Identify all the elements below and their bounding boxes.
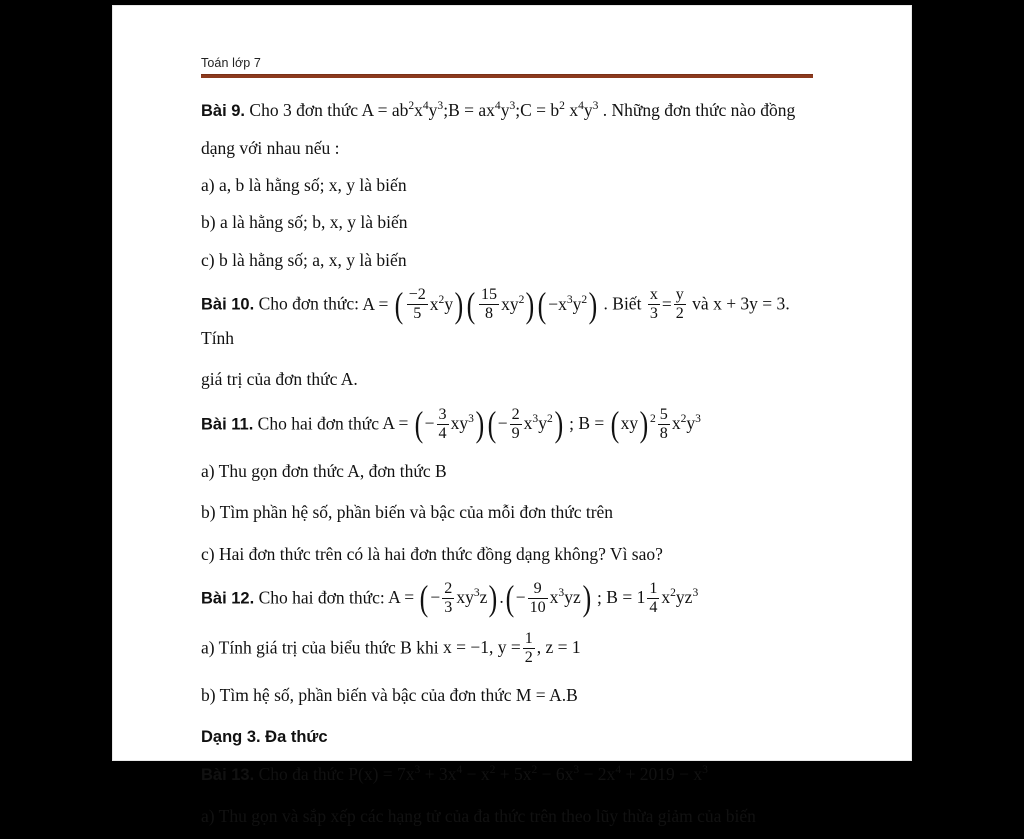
exercise-9-line2: dạng với nhau nếu : (201, 137, 340, 158)
exercise-12-option-a-text: a) Tính giá trị của biểu thức B khi (201, 637, 439, 658)
poly-sup-1: 3 (414, 764, 421, 777)
expr-a-x: x (414, 100, 423, 120)
exercise-9-option-c: c) b là hằng số; a, x, y là biến (201, 249, 407, 270)
b-var-sup: 2 (680, 413, 687, 426)
expr-b-rhs: ax (478, 100, 495, 120)
exercise-12-separator: ; (597, 587, 602, 608)
a-f1-sign: − (424, 413, 435, 434)
b12-var2: yz (675, 587, 693, 608)
exercise-13-statement (201, 760, 821, 789)
exercise-12-expr-a: A = (− $\frac{2}{3}$ $xy^3z).(-$ $\frac{9}{10}$ $x^3yz$) (388, 578, 591, 619)
exercise-13-polynomial (348, 764, 708, 784)
poly-term-3: + 5x (495, 764, 532, 784)
expr-sep-2: ; (515, 100, 521, 120)
option-a-x-value: x = −1, y = (442, 637, 521, 658)
poly-term-4: − 6x (537, 764, 574, 784)
exercise-13-text-before: Cho đa thức (258, 764, 344, 784)
poly-sup-6: 4 (615, 764, 622, 777)
exercise-11-option-b: b) Tìm phần hệ số, phần biến và bậc của mỗi đơn thức trên (201, 502, 614, 523)
exercise-10-label: Bài 10. (201, 295, 255, 314)
exercise-9-label: Bài 9. (201, 102, 246, 120)
a-f1-var: xy (450, 413, 469, 434)
exercise-12-text-before: Cho hai đơn thức: (258, 587, 385, 608)
fraction-3-4: $\frac{3}{4}$ (438, 405, 447, 442)
fraction-y-2: $\frac{y}{2}$ (675, 286, 684, 323)
a-f1-var-sup: 3 (468, 413, 474, 426)
exercise-12-expr-b (606, 579, 699, 616)
b-paren-var: xy (620, 413, 639, 434)
exercise-10-line2: giá trị của đơn thức A. (201, 369, 358, 390)
eq-lhs-10: A = (362, 293, 389, 314)
expr-a-ysup: 3 (437, 100, 444, 113)
poly-sup-4: 2 (531, 764, 538, 777)
b-integer-part: 1 (636, 587, 646, 608)
fraction-15-8: $\frac{15}{8}$ (480, 286, 498, 323)
fraction-1-4: $\frac{1}{4}$ (649, 579, 658, 616)
expr-a-rhs: ab (391, 100, 409, 120)
c-f1-var: xy (456, 587, 474, 608)
a-f2-var-sup: 3 (532, 413, 539, 426)
poly-sup-5: 3 (573, 764, 580, 777)
expr-b-ysup: 3 (509, 100, 516, 113)
c-f2-var: x (549, 587, 559, 608)
b-var: x (671, 413, 681, 434)
eq-b-11: B = (578, 413, 605, 434)
exercise-10-text-and: và (692, 293, 709, 314)
exercise-12-label: Bài 12. (201, 589, 255, 608)
poly-term-1: + 3x (420, 764, 457, 784)
exercise-11-separator: ; (569, 413, 574, 434)
exercise-10-text-before: Cho đơn thức: (258, 293, 359, 314)
c-f2-sign: − (515, 587, 526, 608)
fraction-2-9: $\frac{2}{9}$ (511, 405, 520, 442)
page-content (201, 56, 821, 839)
fraction-x-3: $\frac{x}{3}$ (649, 286, 658, 323)
exercise-9-text-after: . Những đơn thức nào đồng (602, 100, 796, 120)
expr-c-b: b (550, 100, 560, 120)
exercise-12-statement (201, 578, 821, 619)
f2-var-sup: 2 (518, 293, 525, 306)
exercise-11-label: Bài 11. (201, 415, 254, 434)
fraction-1-2: $\frac{1}{2}$ (524, 629, 533, 666)
fraction-9-10: $\frac{9}{10}$ (529, 579, 546, 616)
f3-var-sup: 2 (581, 293, 588, 306)
exercise-12-option-a-values (442, 629, 581, 666)
poly-head: P(x) = 7x (348, 764, 415, 784)
b-paren-sup: 2 (650, 413, 656, 426)
eq-a-12: A = (388, 587, 415, 608)
expr-c-y: y (583, 100, 593, 120)
exercise-12-option-a (201, 631, 821, 668)
poly-sup-2: 4 (456, 764, 463, 777)
f3-var: y (572, 293, 582, 314)
expr-c-x: x (569, 100, 579, 120)
expr-c-bsup: 2 (559, 100, 565, 113)
exercise-11-option-c: c) Hai đơn thức trên có là hai đơn thức đồng dạng không? Vì sao? (201, 543, 663, 564)
section-heading-label: Dạng 3. Đa thức (201, 728, 328, 747)
expr-a-sup1: 2 (408, 100, 415, 113)
f3-term: −x (548, 293, 567, 314)
exercise-10-condition: x + 3y = 3 (713, 293, 786, 314)
fraction-neg2-5: $\frac{-2}{5}$ (408, 286, 426, 323)
expr-a-xsup: 4 (422, 100, 429, 113)
exercise-9-statement (201, 96, 821, 125)
poly-term-6: + 2019 − x (621, 764, 703, 784)
b12-var2-sup: 3 (692, 587, 699, 600)
eq-b-12: B = (606, 587, 633, 608)
exercise-10-text-end: . Tính (201, 293, 790, 349)
f1-var2: y (444, 293, 454, 314)
exercise-10-text-mid: . Biết (603, 293, 642, 314)
exercise-9-option-b: b) a là hằng số; b, x, y là biến (201, 212, 408, 233)
expr-a-y: y (428, 100, 438, 120)
document-page (113, 6, 911, 826)
exercise-13-option-a: a) Thu gọn và sắp xếp các hạng tử của đa thức trên theo lũy thừa giảm của biến (201, 805, 756, 826)
c-f2-var2: yz (564, 587, 581, 608)
expr-sep-1: ; (443, 100, 449, 120)
c-f1-sign: − (430, 587, 441, 608)
exercise-9-text-before: Cho 3 đơn thức (249, 100, 359, 120)
option-a-z-value: , z = 1 (536, 637, 581, 658)
poly-sup-3: 2 (489, 764, 496, 777)
a-f2-var2: y (538, 413, 547, 434)
section-heading-dang-3 (201, 722, 821, 751)
poly-sup-7: 3 (702, 764, 708, 777)
poly-term-2: − x (462, 764, 490, 784)
exercise-10-ratio (646, 286, 688, 323)
expr-c-lhs: C (520, 100, 532, 120)
expr-b-xsup: 4 (494, 100, 501, 113)
exercise-11-statement (201, 404, 821, 445)
expr-c-ysup: 3 (592, 100, 599, 113)
c-f1-var2: z (479, 587, 488, 608)
exercise-11-option-a: a) Thu gọn đơn thức A, đơn thức B (201, 460, 447, 481)
document-header: Toán lớp 7 (201, 56, 261, 70)
f2-var: xy (501, 293, 519, 314)
fraction-5-8: $\frac{5}{8}$ (659, 405, 668, 442)
expr-b-y: y (500, 100, 510, 120)
exercise-9-expr-a: $A = ab^2x^4y^3;B$ = $ax^4y^3;C = b^2$ $x^4y^3$ (361, 100, 599, 120)
c-f2-var-sup: 3 (558, 587, 565, 600)
exercise-11-text-before: Cho hai đơn thức (257, 413, 379, 434)
a-f2-var: x (523, 413, 533, 434)
f1-var: x (429, 293, 439, 314)
c-f1-var-sup: 3 (473, 587, 480, 600)
a-f2-var2-sup: 2 (546, 413, 553, 426)
exercise-11-expr-a: A = (− $\frac{3}{4}$ $xy^3)(-$ $\frac{2}{9}$ $x^3y^2$) (382, 404, 564, 445)
ratio-equals: = (661, 293, 672, 314)
header-divider (201, 74, 813, 78)
exercise-10-statement (201, 284, 821, 352)
exercise-12-option-b: b) Tìm hệ số, phần biến và bậc của đơn thức M = A.B (201, 684, 578, 705)
expr-b-lhs: B (448, 100, 460, 120)
exercise-9-option-a: a) a, b là hằng số; x, y là biến (201, 175, 407, 196)
multiplication-dot: . (499, 587, 504, 608)
a-f2-sign: − (497, 413, 508, 434)
expr-c-xsup: 4 (578, 100, 584, 113)
b-var2: y (686, 413, 696, 434)
exercise-13-label: Bài 13. (201, 766, 255, 784)
b12-var: x (661, 587, 671, 608)
fraction-2-3: $\frac{2}{3}$ (444, 579, 453, 616)
b12-var-sup: 2 (670, 587, 676, 600)
exercise-11-expr-b: B = (xy) $^2$ $\frac{5}{8}$ $x^2y^3$ (578, 404, 701, 445)
f1-var-sup: 2 (438, 293, 445, 306)
expr-a-lhs: A (361, 100, 374, 120)
f3-sup: 3 (566, 293, 573, 306)
b-var2-sup: 3 (695, 413, 701, 426)
poly-term-5: − 2x (579, 764, 616, 784)
exercise-10-expression: A = ( $\frac{-2}{5}$ $x^2y$)( $\frac{15}{8}$ $xy^2)(-x^3y^2)$ (362, 284, 598, 325)
eq-a-11: A = (382, 413, 409, 434)
